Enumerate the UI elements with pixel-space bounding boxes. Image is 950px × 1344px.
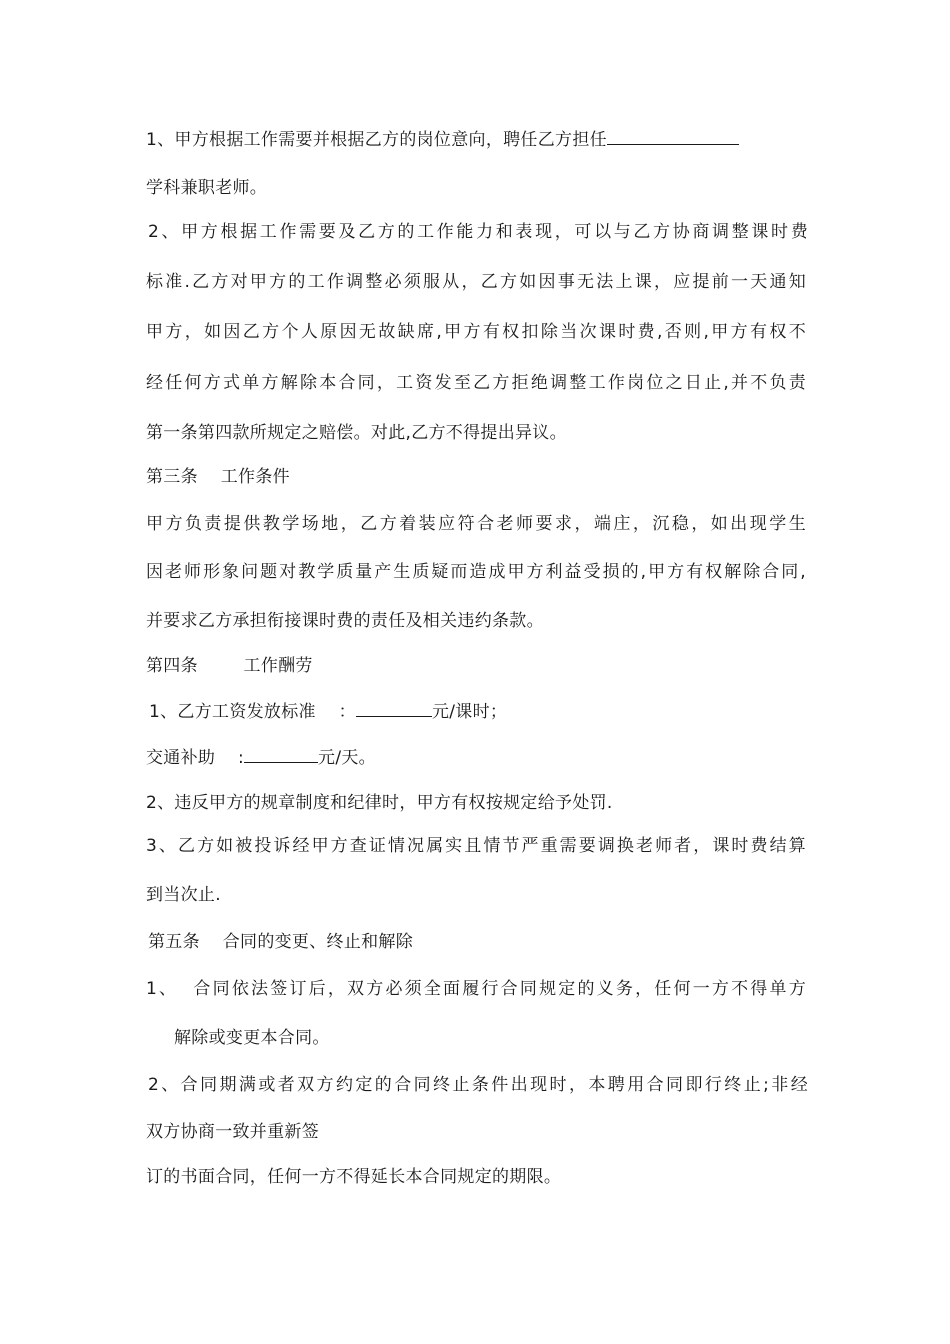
article-3-line-2: 因老师形象问题对教学质量产生质疑而造成甲方利益受损的,甲方有权解除合同,: [146, 562, 806, 582]
clause-2-2-line-2: 标准.乙方对甲方的工作调整必须服从，乙方如因事无法上课，应提前一天通知: [146, 272, 806, 292]
clause-2-1-text: 1、甲方根据工作需要并根据乙方的岗位意向，聘任乙方担任: [146, 130, 607, 150]
clause-4-3-line-1: 3、乙方如被投诉经甲方查证情况属实且情节严重需要调换老师者，课时费结算: [146, 836, 806, 856]
transport-allowance-line: [146, 744, 376, 770]
salary-unit: 元/课时；: [431, 702, 508, 722]
transport-unit: 元/天。: [318, 748, 376, 768]
article-3-heading: 第三条 工作条件: [146, 467, 290, 487]
clause-2-2-line-3: 甲方，如因乙方个人原因无故缺席,甲方有权扣除当次课时费,否则,甲方有权不: [146, 322, 806, 342]
clause-2-2-line-4: 经任何方式单方解除本合同，工资发至乙方拒绝调整工作岗位之日止,并不负责: [146, 373, 806, 393]
clause-5-1-line-1: 1、 合同依法签订后，双方必须全面履行合同规定的义务，任何一方不得单方: [146, 979, 806, 999]
clause-2-1-line: [146, 126, 739, 152]
salary-standard-label: 1、乙方工资发放标准 ：: [149, 702, 356, 722]
article-3-line-3: 并要求乙方承担衔接课时费的责任及相关违约条款。: [146, 611, 544, 631]
clause-2-2-line-1: 2、甲方根据工作需要及乙方的工作能力和表现，可以与乙方协商调整课时费: [148, 222, 808, 242]
clause-2-2-line-5: 第一条第四款所规定之赔偿。对此,乙方不得提出异议。: [146, 423, 567, 443]
transport-allowance-label: 交通补助 :: [146, 748, 245, 768]
transport-blank: [244, 744, 318, 763]
subject-blank: [607, 126, 739, 145]
article-3-line-1: 甲方负责提供教学场地，乙方着装应符合老师要求，端庄，沉稳，如出现学生: [146, 514, 806, 534]
clause-5-2-line-2: 双方协商一致并重新签: [146, 1122, 319, 1142]
salary-standard-line: [149, 698, 507, 724]
clause-2-1-continuation: 学科兼职老师。: [146, 178, 268, 198]
clause-4-3-line-2: 到当次止.: [146, 885, 221, 905]
article-4-heading: 第四条 工作酬劳: [146, 656, 313, 676]
article-5-heading: 第五条 合同的变更、终止和解除: [148, 932, 414, 952]
salary-blank: [356, 698, 432, 717]
clause-4-2: 2、违反甲方的规章制度和纪律时，甲方有权按规定给予处罚.: [146, 793, 613, 813]
clause-5-2-line-1: 2、合同期满或者双方约定的合同终止条件出现时，本聘用合同即行终止;非经: [148, 1075, 808, 1095]
clause-5-2-line-3: 订的书面合同，任何一方不得延长本合同规定的期限。: [146, 1167, 562, 1187]
clause-5-1-line-2: 解除或变更本合同。: [174, 1028, 330, 1048]
